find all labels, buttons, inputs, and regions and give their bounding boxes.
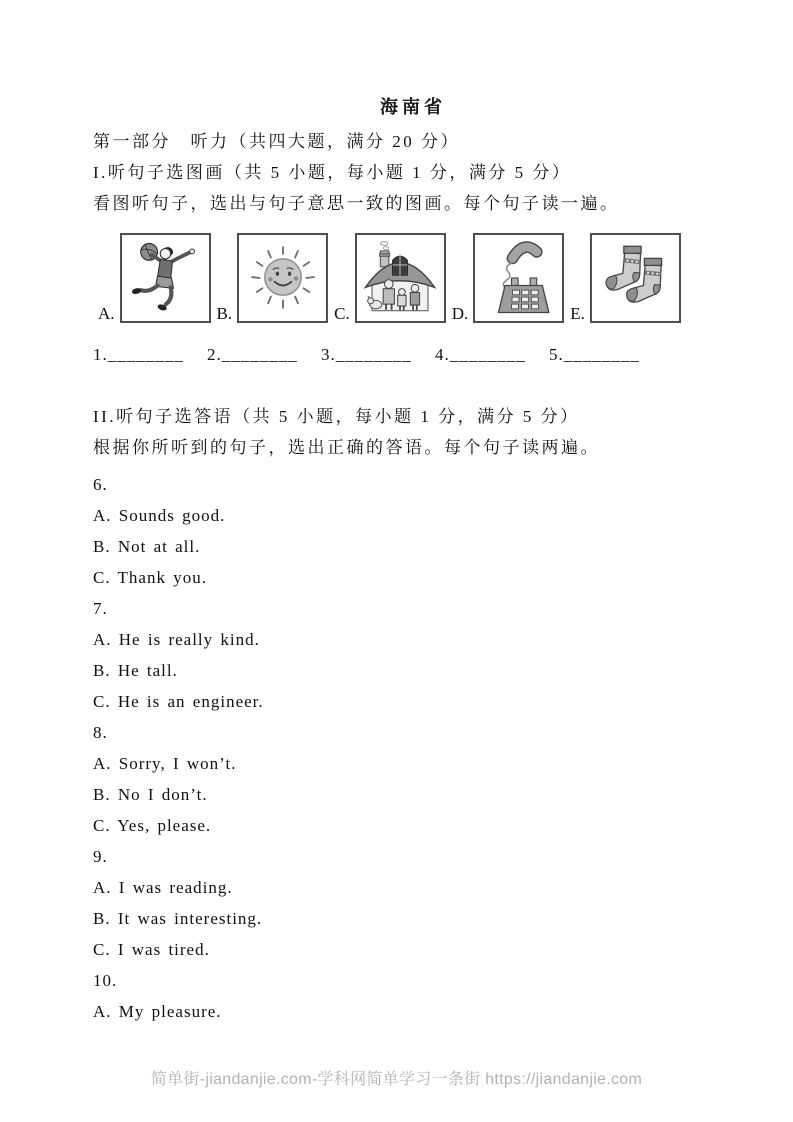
question-7-number: 7. bbox=[93, 599, 108, 618]
picture-option-c bbox=[355, 233, 446, 323]
question-8-option-c: C. Yes, please. bbox=[93, 816, 212, 835]
picture-option-a bbox=[120, 233, 211, 323]
question-8-number: 8. bbox=[93, 723, 108, 742]
picture-options-row bbox=[93, 233, 733, 323]
section2-heading: II.听句子选答语（共 5 小题，每小题 1 分，满分 5 分） bbox=[93, 407, 580, 426]
picture-label-b: B. bbox=[216, 304, 233, 323]
section1-instruction: 看图听句子，选出与句子意思一致的图画。每个句子读一遍。 bbox=[93, 194, 620, 213]
picture-label-e: E. bbox=[570, 304, 585, 323]
picture-label-c: C. bbox=[334, 304, 350, 323]
picture-option-b bbox=[237, 233, 328, 323]
basketball-player-icon bbox=[123, 236, 207, 320]
question-9-option-a: A. I was reading. bbox=[93, 878, 233, 897]
answer-blank-3: 3.________ bbox=[321, 345, 412, 364]
section2-instruction: 根据你所听到的句子，选出正确的答语。每个句子读两遍。 bbox=[93, 438, 600, 457]
section1-heading: I.听句子选图画（共 5 小题，每小题 1 分，满分 5 分） bbox=[93, 163, 572, 182]
question-6-option-b: B. Not at all. bbox=[93, 537, 201, 556]
socks-icon bbox=[593, 236, 677, 320]
page-title: 海南省 bbox=[380, 97, 446, 117]
part1-heading: 第一部分 听力（共四大题，满分 20 分） bbox=[93, 132, 460, 151]
house-family-icon bbox=[358, 236, 442, 320]
picture-label-d: D. bbox=[451, 304, 469, 323]
answer-blank-2: 2.________ bbox=[207, 345, 298, 364]
picture-option-d bbox=[473, 233, 564, 323]
question-9-number: 9. bbox=[93, 847, 108, 866]
picture-label-a: A. bbox=[98, 304, 115, 323]
question-7-option-b: B. He tall. bbox=[93, 661, 178, 680]
question-6-option-c: C. Thank you. bbox=[93, 568, 207, 587]
question-6-option-a: A. Sounds good. bbox=[93, 506, 226, 525]
question-9-option-b: B. It was interesting. bbox=[93, 909, 263, 928]
telephone-icon bbox=[477, 236, 561, 320]
question-7-option-c: C. He is an engineer. bbox=[93, 692, 264, 711]
question-6-number: 6. bbox=[93, 475, 108, 494]
question-8-option-b: B. No I don’t. bbox=[93, 785, 208, 804]
question-8-option-a: A. Sorry, I won’t. bbox=[93, 754, 237, 773]
blank-line bbox=[93, 370, 733, 401]
watermark-footer: 简单街-jiandanjie.com-学科网简单学习一条街 https://jiandanjie.com bbox=[150, 1071, 643, 1088]
answer-blank-5: 5.________ bbox=[549, 345, 640, 364]
question-10-number: 10. bbox=[93, 971, 118, 990]
question-10-option-a: A. My pleasure. bbox=[93, 1002, 222, 1021]
question-7-option-a: A. He is really kind. bbox=[93, 630, 260, 649]
answer-blanks-line bbox=[93, 339, 733, 370]
question-9-option-c: C. I was tired. bbox=[93, 940, 210, 959]
answer-blank-4: 4.________ bbox=[435, 345, 526, 364]
smiling-sun-icon bbox=[241, 236, 325, 320]
picture-option-e bbox=[590, 233, 681, 323]
answer-blank-1: 1.________ bbox=[93, 345, 184, 364]
